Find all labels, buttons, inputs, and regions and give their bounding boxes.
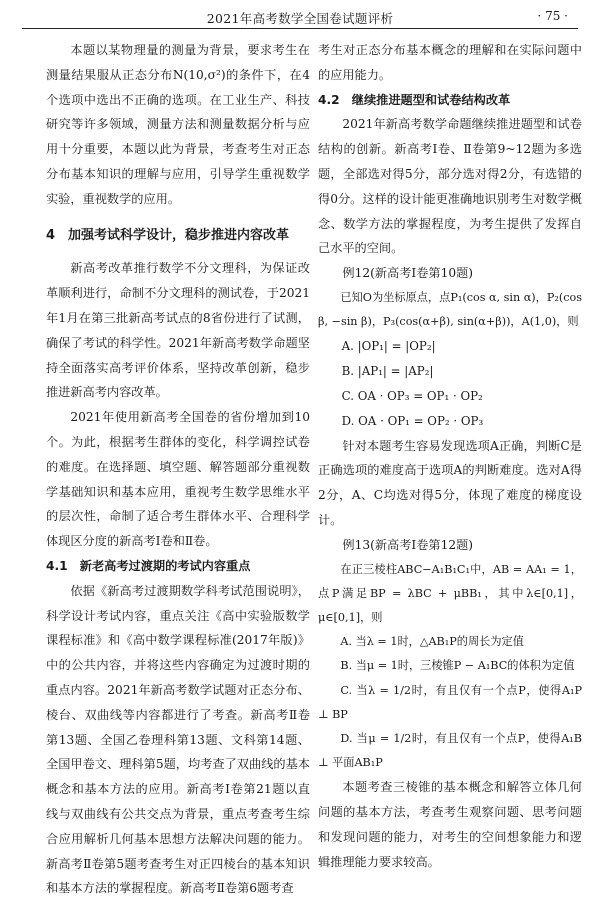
example-stem: 已知O为坐标原点，点P₁(cos α, sin α)，P₂(cos β, −sin β)，P₃(cos(α+β), sin(α+β))，A(1,0)，则 [318, 290, 582, 329]
option-d: D. OA · OP₁ = OP₂ · OP₃ [341, 413, 484, 428]
page-number: · 75 · [537, 9, 568, 23]
paragraph: 本题以某物理量的测量为背景，要求考生在测量结果服从正态分布N(10,σ²)的条件下，在4个选项中选出不正确的选项。在工业生产、科技研究等许多领域，测量方法和测量数据分析与应用十分重要，本题以此为背景，考查考生对正态分布基本知识的理解与应用，引导学生重视数学实验，重视数学的应用。 [46, 43, 310, 206]
subsection-heading: 4.1 新老高考过渡期的考试内容重点 [46, 558, 251, 573]
option-b: B. |AP₁| = |AP₂| [341, 364, 434, 379]
paragraph: 新高考改革推行数学不分文理科，为保证改革顺利进行，命制不分文理科的测试卷，于2021年1月在第三批新高考试点的8省份进行了试测，确保了考试的科学性。2021年新高考数学命题坚持全面落实高考评价体系，坚持改革创新，稳步推进新高考内容改革。 [46, 261, 310, 400]
right-column [318, 38, 582, 875]
page-header [22, 8, 578, 29]
paragraph: 依据《新高考过渡期数学科考试范围说明》，科学设计考试内容，重点关注《高中实验版数学课程标准》和《高中数学课程标准(2017年版)》中的公共内容，并将这些内容确定为过渡时期的重点内容。2021年新高考数学试题对正态分布、棱台、双曲线等内容都进行了考查。新高考Ⅱ卷第13题、全国乙卷理科第13题、文科第14题、全国甲卷文、理科第5题，均考查了双曲线的基本概念和基本方法的应用。新高考Ⅰ卷第21题以直线与双曲线有公共交点为背景，重点考查考生综合应用解析几何基本思想方法解决问题的能力。新高考Ⅱ卷第5题考查考生对正四棱台的基本知识和基本方法的掌握程度。新高考Ⅱ卷第6题考查 [46, 583, 310, 896]
paragraph: 2021年新高考数学命题继续推进题型和试卷结构的创新。新高考Ⅰ卷、Ⅱ卷第9~12题为多选题，全部选对得5分，部分选对得2分，有选错的得0分。这样的设计能更准确地识别考生对数学概念、数学方法的掌握程度，为考生提供了发挥自己水平的空间。 [318, 117, 582, 256]
option-a: A. |OP₁| = |OP₂| [341, 339, 436, 354]
option-b: B. 当μ = 1时，三棱锥P − A₁BC的体积为定值 [340, 659, 575, 673]
left-column [46, 38, 310, 901]
option-d: D. 当μ = 1/2时，有且仅有一个点P，使得A₁B ⊥ 平面AB₁P [318, 731, 582, 770]
paragraph: 考生对正态分布基本概念的理解和在实际问题中的应用能力。 [318, 43, 582, 82]
section-heading: 4 加强考试科学设计，稳步推进内容改革 [46, 227, 290, 243]
example-title: 例12(新高考Ⅰ卷第10题) [342, 266, 474, 281]
option-c: C. 当λ = 1/2时，有且仅有一个点P，使得A₁P ⊥ BP [318, 683, 582, 721]
paragraph: 2021年使用新高考全国卷的省份增加到10个。为此，根据考生群体的变化，科学调控试卷的难度。在选择题、填空题、解答题部分重视数学基础知识和基本应用，重视考生数学思维水平的层次性，命制了适合考生群体水平、合理科学体现区分度的新高考Ⅰ卷和Ⅱ卷。 [46, 410, 310, 549]
paragraph: 本题考查三棱锥的基本概念和解答立体几何问题的基本方法，考查考生观察问题、思考问题和发现问题的能力，对考生的空间想象能力和逻辑推理能力要求较高。 [318, 780, 582, 869]
example-title: 例13(新高考Ⅰ卷第12题) [342, 537, 474, 552]
running-title: 2021年高考数学全国卷试题评析 [206, 11, 394, 26]
option-a: A. 当λ = 1时，△AB₁P的周长为定值 [340, 635, 524, 649]
example-stem: 在正三棱柱ABC−A₁B₁C₁中，AB = AA₁ = 1，点P满足BP = λBC + μBB₁，其中λ∈[0,1]，μ∈[0,1]，则 [318, 562, 582, 624]
option-c: C. OA · OP₃ = OP₁ · OP₂ [341, 388, 483, 403]
paragraph: 针对本题考生容易发现选项A正确，判断C是正确选项的难度高于选项A的判断难度。选对A得2分，A、C均选对得5分，体现了难度的梯度设计。 [318, 438, 582, 527]
subsection-heading: 4.2 继续推进题型和试卷结构改革 [318, 92, 511, 107]
